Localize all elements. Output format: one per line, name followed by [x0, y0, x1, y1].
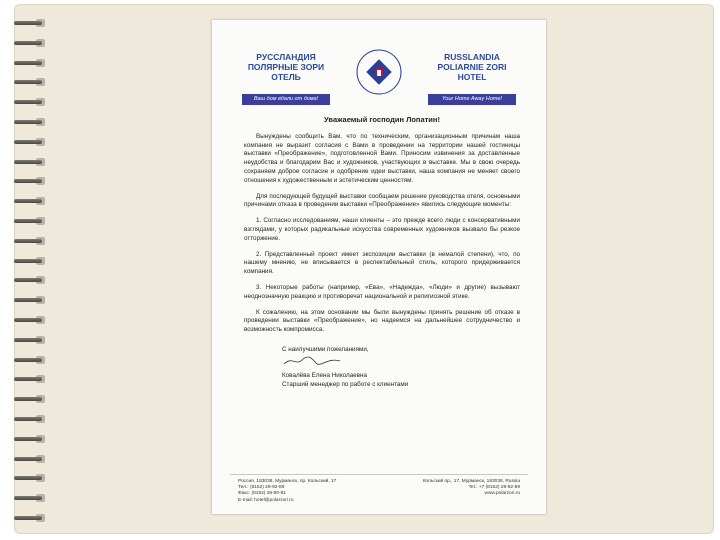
footer-line: E-mail: hotel@polarzori.ru [238, 497, 294, 503]
binding-ring [14, 155, 50, 169]
brand-line: ПОЛЯРНЫЕ ЗОРИ [247, 62, 325, 72]
notebook [14, 4, 714, 534]
binding-ring [14, 452, 50, 466]
footer-line: Кольский пр., 17, Мурманск, 183038, Russia [422, 479, 520, 484]
binding-ring [14, 16, 50, 30]
brand-line: ОТЕЛЬ [271, 72, 301, 82]
binding-ring [14, 273, 50, 287]
brand-name-ru [236, 52, 336, 82]
signature-block [282, 345, 520, 389]
binding-ring [14, 135, 50, 149]
paragraph: 3. Некоторые работы (например, «Ева», «Надежда», «Люди» и другие) вызывают неоднозначную реакцию и противоречат национальной и религиозной этике. [244, 283, 520, 300]
slogan-en: Your Home Away Home! [428, 94, 516, 105]
brand-line: RUSSLANDIA [444, 52, 500, 62]
binding-ring [14, 36, 50, 50]
binding-ring [14, 372, 50, 386]
letterhead [212, 32, 546, 112]
footer-line: Факс: (8152) 28-90-81 [238, 491, 286, 497]
binding-ring [14, 471, 50, 485]
letter-page [212, 20, 546, 514]
signer-title: Старший менеджер по работе с клиентами [282, 380, 409, 388]
footer-line: Россия, 183038, Мурманск, пр. Кольский, 17 [238, 479, 337, 484]
brand-line: HOTEL [457, 72, 487, 82]
binding-ring [14, 511, 50, 525]
brand-name-en [422, 52, 522, 82]
slogan-ru: Ваш дом вдали от дома! [242, 94, 330, 105]
closing-line: С наилучшими пожеланиями, [282, 345, 369, 353]
spiral-binding [14, 4, 54, 534]
signer-name: Ковалёва Елена Николаевна [282, 371, 368, 379]
brand-line: POLIARNIE ZORI [437, 62, 507, 72]
letter-footer [230, 474, 528, 505]
footer-line: www.polarzori.ru [484, 491, 520, 497]
binding-ring [14, 432, 50, 446]
binding-ring [14, 115, 50, 129]
brand-line: РУССЛАНДИЯ [256, 52, 316, 62]
binding-ring [14, 75, 50, 89]
binding-ring [14, 174, 50, 188]
binding-ring [14, 293, 50, 307]
paragraph: Вынуждены сообщить Вам, что по техническим, организационным причинам наша компания не выразит согласия с Вами в проведении на территории нашей гостиницы выставки «Преображение», подготовленной Вами. Приносим извинения за доставленные неудобства и благодарим Вас и художников, участвующих в выставке. Мы в свою очередь сохраняем доброе согласие и одобрение идеи выставки, наша компания не меняет своего отношения к художественным и эстетическим ценностям. [244, 132, 520, 184]
binding-ring [14, 194, 50, 208]
footer-contacts-en [410, 479, 520, 498]
paragraph: 2. Представленный проект имеет экспозиции выставки (в немалой степени), что, по нашему мнению, не вписывается в респектабельный стиль, которого придерживается компания. [244, 250, 520, 276]
binding-ring [14, 254, 50, 268]
binding-ring [14, 313, 50, 327]
footer-line: Tel.: +7 (8152) 28-92-89 [468, 485, 520, 491]
binding-ring [14, 234, 50, 248]
binding-ring [14, 333, 50, 347]
footer-contacts-ru [238, 479, 358, 504]
binding-ring [14, 412, 50, 426]
letter-body [244, 116, 520, 389]
paragraph: 1. Согласно исследованиям, наши клиенты – это прежде всего люди с консервативными взглядами, у которых радикальные искусства современных художников вызвало бы резкое отторжение. [244, 217, 520, 242]
signature-icon [282, 354, 342, 368]
closing-paragraph: К сожалению, на этом основании мы были вынуждены принять решение об отказе в проведении выставки «Преображение», но надеемся на дальнейшее сотрудничество и возможность компромисса. [244, 308, 520, 334]
footer-line: Тел.: (8152) 28-92-89 [238, 485, 285, 491]
binding-ring [14, 491, 50, 505]
hotel-logo-icon [355, 48, 403, 96]
binding-ring [14, 353, 50, 367]
binding-ring [14, 56, 50, 70]
binding-ring [14, 392, 50, 406]
salutation: Уважаемый господин Лопатин! [324, 115, 440, 124]
paragraph: Для последующей будущей выставки сообщаем решение руководства отеля, основными причинами отказа в проведении выставки «Преображение» явились следующие моменты: [244, 192, 520, 209]
binding-ring [14, 214, 50, 228]
binding-ring [14, 95, 50, 109]
